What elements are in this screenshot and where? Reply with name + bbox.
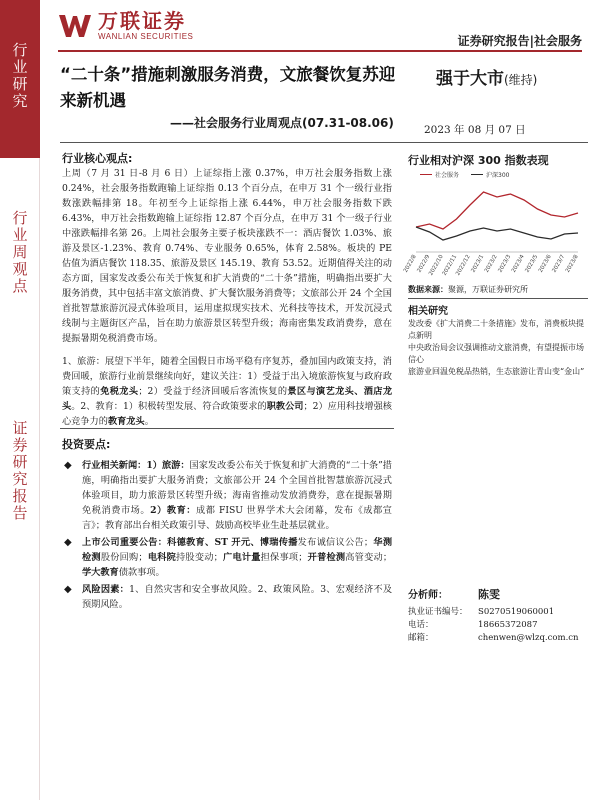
analyst-name: 陈雯 xyxy=(478,588,500,601)
x-tick-label: 2022/12 xyxy=(455,254,472,277)
brand-logo xyxy=(58,10,193,41)
list-item: ◆ 上市公司重要公告：科德教育、ST 开元、博瑞传播发布诚信议公告；华测检测股份回购；电科院持股变动；广电计量担保事项；开普检测高管变动；学大教育债款事项。 xyxy=(64,537,393,578)
bullet-icon: ◆ xyxy=(64,537,72,548)
related-list xyxy=(408,318,588,378)
legend-item: 沪深300 xyxy=(471,170,509,179)
chart-title: 行业相对沪深 300 指数表现 xyxy=(408,154,549,167)
x-tick-label: 2023/1 xyxy=(470,254,486,274)
list-item: ◆ 风险因素：1、自然灾害和安全事故风险。2、政策风险。3、宏观经济不及预期风险。 xyxy=(64,584,393,610)
invest-bullets xyxy=(62,458,392,614)
x-tick-label: 2022/9 xyxy=(416,254,432,274)
x-tick-label: 2023/5 xyxy=(524,254,540,274)
invest-heading: 投资要点: xyxy=(62,438,111,451)
related-heading: 相关研究 xyxy=(408,306,448,317)
rating xyxy=(436,64,537,89)
analyst-row[interactable]: 邮箱： chenwen@wlzq.com.cn xyxy=(408,633,579,643)
analyst-role: 分析师： xyxy=(408,590,448,601)
list-item: ◆ 行业相关新闻：1）旅游：国家发改委公布关于恢复和扩大消费的“二十条”措施，明确指出要扩大服务消费；文旅部公开 24 个全国首批智慧旅游沉浸式体验项目，助力旅游景区转型升级；海南省推动发放消费券，意在提振暑期免税消费市场。2）教育：成都 FISU 世界学术大会闭幕，发布《成都宣言》；教育部出台相关政策引导、鼓励高校毕业生赴基层就业。 xyxy=(64,460,392,531)
header-divider xyxy=(58,50,582,52)
x-tick-label: 2022/11 xyxy=(441,254,459,277)
x-tick-label: 2023/3 xyxy=(497,254,513,274)
core-heading: 行业核心观点: xyxy=(62,152,133,165)
related-divider xyxy=(408,298,588,299)
related-item[interactable]: 旅游业回温免税品热销，生态旅游让青山变“金山” xyxy=(408,367,585,376)
x-tick-label: 2023/6 xyxy=(537,254,553,274)
sidebar xyxy=(0,0,40,800)
x-tick-label: 2022/8 xyxy=(402,254,418,274)
core-paragraph-2: 1、旅游：展望下半年，随着全国假日市场平稳有序复苏，叠加国内政策支持，消费回暖，旅游行业前景继续向好，建议关注：1）受益于出入境旅游恢复与政府政策支持的免税龙头；2）受益于经济回暖后客流恢复的景区与演艺龙头、酒店龙头。2、教育：1）积极转型发展、符合政策要求的职教公司；2）应用科技增强核心竞争力的教育龙头。 xyxy=(62,356,393,427)
x-tick-label: 2023/2 xyxy=(483,254,499,274)
x-tick-label: 2023/4 xyxy=(510,254,526,274)
legend-item: 社会服务 xyxy=(420,170,459,179)
report-category: 证券研究报告|社会服务 xyxy=(457,34,582,48)
analyst-info xyxy=(408,586,588,645)
analyst-row: 执业证书编号： S0270519060001 xyxy=(408,607,555,617)
bullet-icon: ◆ xyxy=(64,460,72,471)
series-line-social-services xyxy=(416,192,578,229)
core-paragraph-1: 上周（7 月 31 日-8 月 6 日）上证综指上涨 0.37%，申万社会服务指数上涨 0.24%，社会服务指数跑输上证综指 0.13 个百分点，在申万 31 个一级行业指数涨跌幅排第 18。年初至今上证综指上涨 6.44%，申万社会服务指数下跌 6.43%，申万社会指数跑输上证综指 12.87 个百分点，在申万 31 个一级子行业中涨跌幅排名第 26。上周社会服务主要子板块涨跌不一：酒店餐饮 1.03%、旅游及景区-1.23%、教育 0.74%、专业服务 0.65%，体育 2.58%。板块的 PE 估值为酒店餐饮 118.35、旅游及景区 145.19、教育 53.52。近期值得关注的动态方面，国家发改委公布关于恢复和扩大消费的“二十条”措施，明确指出要扩大服务消费，其中包括丰富文旅消费、扩大餐饮服务消费等；文旅部公开 24 个全国首批智慧旅游沉浸式体验项目，运用虚拟现实技术、光科技等技术，开发沉浸式线制与主题街区产品，旨在助力旅游景区转型升级；海南密集发政消费券，意在提振暑期免税消费市场。 xyxy=(62,168,392,344)
rating-sub: (维持) xyxy=(504,73,538,87)
section-divider xyxy=(60,428,394,429)
brand-name: 万联证券 xyxy=(98,9,186,33)
x-tick-label: 2023/8 xyxy=(564,254,580,274)
series-line-hs300 xyxy=(416,227,578,240)
report-title: “二十条”措施刺激服务消费，文旅餐饮复苏迎来新机遇 xyxy=(60,65,396,110)
brand-name-en: WANLIAN SECURITIES xyxy=(98,32,194,41)
sidebar-tag-label: 行业研究 xyxy=(10,42,29,110)
rating-label: 强于大市 xyxy=(436,69,504,89)
report-date: 2023 年 08 月 07 日 xyxy=(424,124,526,136)
sidebar-tag-report xyxy=(0,420,40,522)
bullet-icon: ◆ xyxy=(64,584,72,595)
sidebar-tag-weekly xyxy=(0,210,40,295)
sidebar-tag-industry-research xyxy=(0,0,40,158)
analyst-row: 电话： 18665372087 xyxy=(408,620,538,630)
report-subtitle: ——社会服务行业周观点(07.31-08.06) xyxy=(170,116,394,130)
related-item[interactable]: 发改委《扩大消费二十条措施》发布，消费板块提点新明 xyxy=(408,319,584,340)
x-tick-label: 2022/10 xyxy=(428,254,445,277)
sidebar-tag-label: 行业周观点 xyxy=(10,210,29,295)
wanlian-logo-icon xyxy=(58,13,92,39)
title-divider xyxy=(60,142,588,143)
related-item[interactable]: 中央政治局会议强调推动文旅消费，有望提振市场信心 xyxy=(408,343,584,364)
chart-source: 数据来源：聚源，万联证券研究所 xyxy=(408,285,528,294)
x-tick-label: 2023/7 xyxy=(551,254,567,274)
relative-performance-chart xyxy=(402,168,586,280)
sidebar-tag-label: 证券研究报告 xyxy=(10,420,29,522)
